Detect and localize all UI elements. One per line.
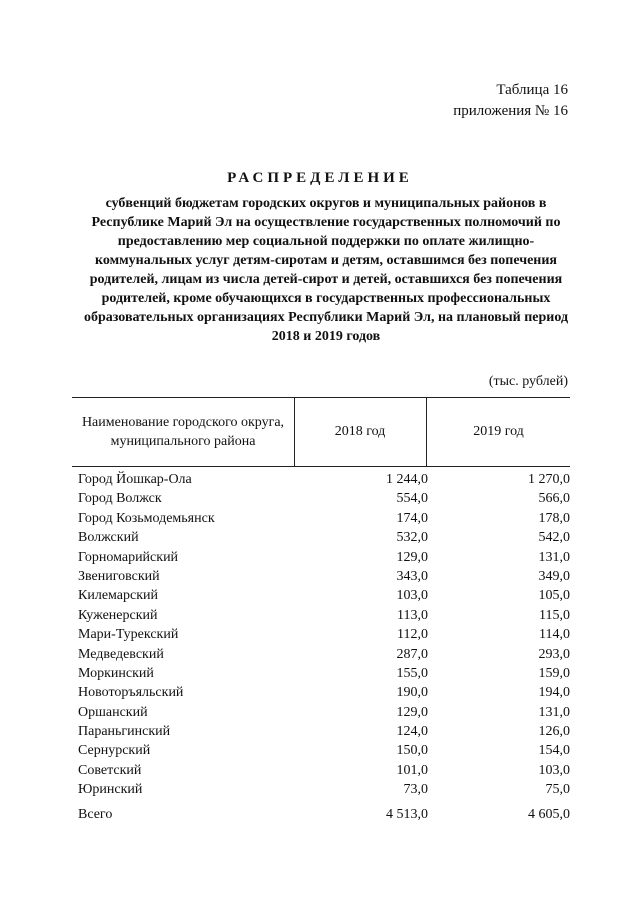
table-row — [72, 722, 570, 741]
table-row — [72, 509, 570, 528]
appendix-number: приложения № 16 — [453, 103, 568, 119]
total-2018: 4 513,0 — [386, 807, 428, 822]
row-value-2019: 159,0 — [538, 665, 570, 681]
row-value-2018: 112,0 — [397, 627, 428, 643]
table-row — [72, 761, 570, 780]
table-number: Таблица 16 — [496, 82, 568, 98]
table-row — [72, 741, 570, 760]
row-name: Килемарский — [78, 588, 159, 604]
table-row — [72, 470, 570, 489]
row-name: Моркинский — [78, 665, 154, 681]
row-name: Параньгинский — [78, 724, 171, 740]
total-2019: 4 605,0 — [528, 807, 570, 822]
row-name: Куженерский — [78, 607, 158, 623]
row-value-2018: 554,0 — [396, 491, 428, 507]
row-value-2019: 194,0 — [538, 685, 570, 701]
table-row — [72, 528, 570, 547]
row-value-2019: 131,0 — [538, 549, 570, 565]
row-value-2018: 1 244,0 — [386, 472, 428, 487]
row-value-2019: 103,0 — [538, 762, 570, 778]
row-value-2018: 287,0 — [396, 646, 428, 662]
row-value-2018: 174,0 — [396, 510, 428, 526]
row-name: Новоторъяльский — [78, 685, 184, 701]
table-row — [72, 683, 570, 702]
document-subtitle: субвенций бюджетам городских округов и муниципальных районов в Республике Марий Эл на осуществление государственных полномочий по предоставлению мер социальной поддержки по оплате жилищно-коммунальных услуг детям-сиротам и детям, оставшимся без попечения родителей, лицам из числа детей-сирот и детей, оставшихся без попечения родителей, кроме обучающихся в государственных профессиональных образовательных организациях Республики Марий Эл, на плановый период 2018 и 2019 годов — [83, 196, 569, 344]
table-row — [72, 567, 570, 586]
row-name: Советский — [78, 762, 142, 778]
row-name: Мари-Турекский — [78, 627, 179, 643]
row-value-2019: 114,0 — [539, 627, 570, 643]
row-value-2018: 150,0 — [396, 743, 428, 759]
unit-label: (тыс. рублей) — [488, 374, 568, 389]
column-header-2019: 2019 год — [473, 424, 524, 439]
row-name: Звениговский — [78, 568, 160, 584]
row-value-2018: 73,0 — [403, 782, 428, 798]
column-header-2018: 2018 год — [294, 398, 427, 466]
row-value-2019: 293,0 — [538, 646, 570, 662]
row-value-2019: 105,0 — [538, 588, 570, 604]
table-row — [72, 645, 570, 664]
row-value-2019: 1 270,0 — [528, 472, 570, 487]
total-label: Всего — [78, 807, 113, 822]
row-value-2018: 532,0 — [396, 530, 428, 546]
row-value-2018: 103,0 — [396, 588, 428, 604]
row-value-2019: 349,0 — [538, 568, 570, 584]
table-reference — [453, 80, 568, 122]
table-row — [72, 606, 570, 625]
row-value-2018: 129,0 — [396, 549, 428, 565]
table-header — [72, 397, 570, 467]
row-value-2018: 101,0 — [396, 762, 428, 778]
row-value-2019: 178,0 — [538, 510, 570, 526]
row-value-2019: 566,0 — [538, 491, 570, 507]
row-value-2018: 129,0 — [396, 704, 428, 720]
column-header-name: Наименование городского округа, муниципального района — [72, 398, 295, 466]
document-title: РАСПРЕДЕЛЕНИЕ — [227, 170, 413, 186]
table-total-row — [72, 805, 570, 825]
row-name: Сернурский — [78, 743, 151, 759]
row-value-2018: 343,0 — [396, 568, 428, 584]
row-value-2019: 126,0 — [538, 724, 570, 740]
row-value-2018: 155,0 — [396, 665, 428, 681]
row-name: Волжский — [78, 530, 139, 546]
row-name: Город Волжск — [78, 491, 162, 507]
table-body — [72, 470, 570, 800]
table-row — [72, 703, 570, 722]
row-value-2019: 154,0 — [538, 743, 570, 759]
row-value-2019: 75,0 — [545, 782, 570, 798]
row-name: Юринский — [78, 782, 143, 798]
row-value-2019: 131,0 — [538, 704, 570, 720]
row-value-2019: 542,0 — [538, 530, 570, 546]
table-row — [72, 625, 570, 644]
row-name: Город Козьмодемьянск — [78, 510, 215, 526]
table-row — [72, 548, 570, 567]
table-row — [72, 780, 570, 799]
table-row — [72, 489, 570, 508]
row-name: Оршанский — [78, 704, 148, 720]
row-value-2019: 115,0 — [539, 607, 570, 623]
row-value-2018: 113,0 — [397, 607, 428, 623]
table-row — [72, 664, 570, 683]
row-value-2018: 124,0 — [396, 724, 428, 740]
row-name: Медведевский — [78, 646, 164, 662]
row-name: Горномарийский — [78, 549, 179, 565]
row-value-2018: 190,0 — [396, 685, 428, 701]
row-name: Город Йошкар-Ола — [78, 472, 192, 487]
table-row — [72, 586, 570, 605]
